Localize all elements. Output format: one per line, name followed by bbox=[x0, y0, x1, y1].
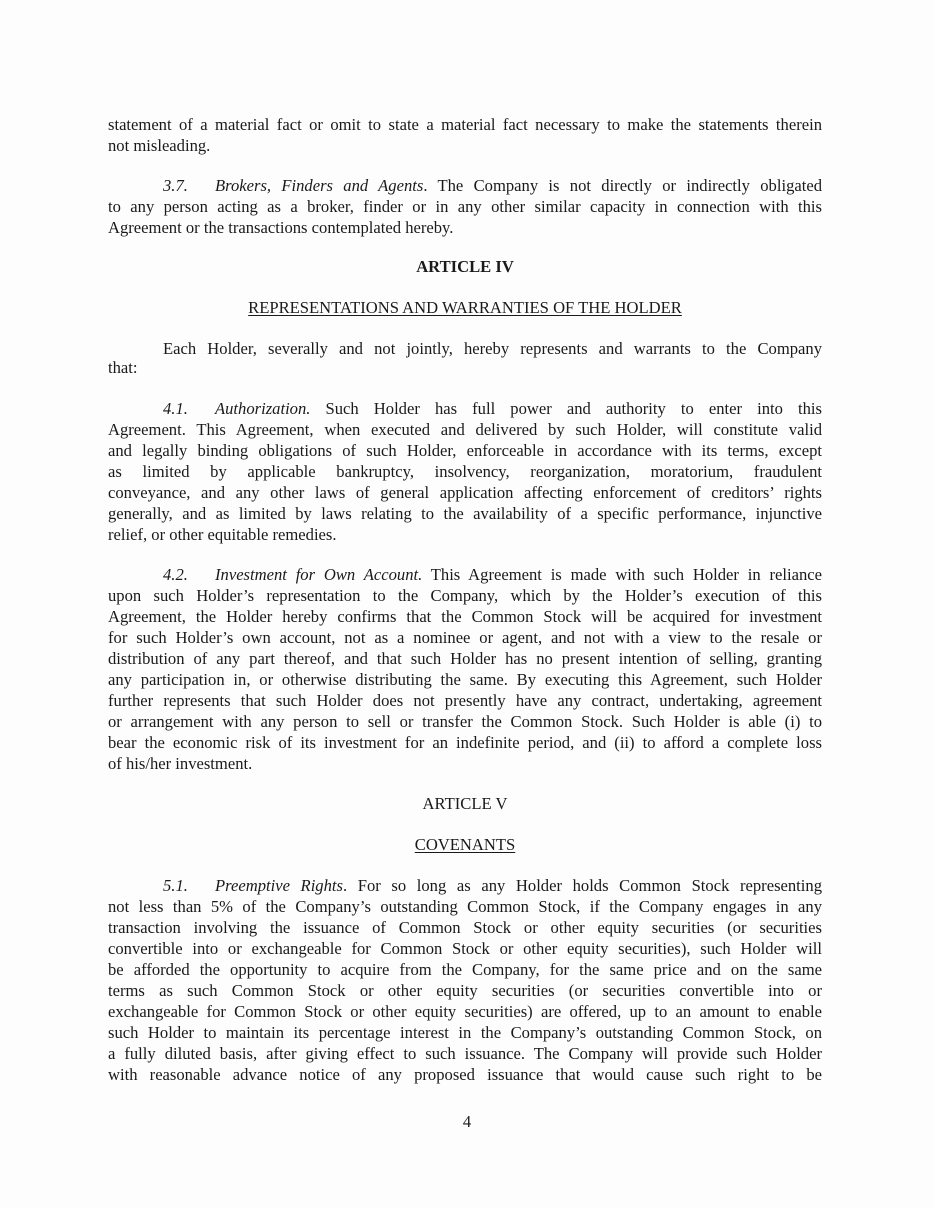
paragraph-line: Agreement, the Holder hereby confirms that the Common Stock will be acquired for investment bbox=[108, 607, 822, 626]
section-caption: Investment for Own Account. bbox=[215, 565, 423, 584]
section-4-1-first-line: 4.1. Authorization. Such Holder has full power and authority to enter into this bbox=[163, 399, 822, 418]
paragraph-line: or arrangement with any person to sell or transfer the Common Stock. Such Holder is able (i) to bbox=[108, 712, 822, 731]
paragraph-line: bear the economic risk of its investment for an indefinite period, and (ii) to afford a complete loss bbox=[108, 733, 822, 752]
section-3-7-first-line: 3.7. Brokers, Finders and Agents. The Company is not directly or indirectly obligated bbox=[163, 176, 822, 195]
article-heading: ARTICLE V bbox=[422, 794, 508, 813]
section-caption: Brokers, Finders and Agents bbox=[215, 176, 424, 195]
paragraph-line: conveyance, and any other laws of general application affecting enforcement of creditors’ rights bbox=[108, 483, 822, 502]
section-number: 4.1. bbox=[163, 399, 188, 418]
paragraph-line: be afforded the opportunity to acquire from the Company, for the same price and on the same bbox=[108, 960, 822, 979]
section-number: 4.2. bbox=[163, 565, 188, 584]
paragraph-line: with reasonable advance notice of any proposed issuance that would cause such right to be bbox=[108, 1065, 822, 1084]
section-5-1-first-line: 5.1. Preemptive Rights. For so long as any Holder holds Common Stock representing bbox=[163, 876, 822, 895]
paragraph-line: convertible into or exchangeable for Common Stock or other equity securities), such Holder will bbox=[108, 939, 822, 958]
paragraph-line: for such Holder’s own account, not as a nominee or agent, and not with a view to the resale or bbox=[108, 628, 822, 647]
paragraph-line: to any person acting as a broker, finder or in any other similar capacity in connection with this bbox=[108, 197, 822, 216]
section-caption: Authorization. bbox=[215, 399, 311, 418]
article-heading: ARTICLE IV bbox=[416, 257, 514, 276]
article-subheading: REPRESENTATIONS AND WARRANTIES OF THE HOLDER bbox=[248, 298, 682, 317]
paragraph-line: of his/her investment. bbox=[108, 754, 253, 773]
paragraph-line: distribution of any part thereof, and that such Holder has no present intention of selling, granting bbox=[108, 649, 822, 668]
paragraph-line: upon such Holder’s representation to the Company, which by the Holder’s execution of this bbox=[108, 586, 822, 605]
article-intro-line: Each Holder, severally and not jointly, hereby represents and warrants to the Company bbox=[163, 339, 822, 358]
paragraph-line: exchangeable for Common Stock or other equity securities) are offered, up to an amount to enable bbox=[108, 1002, 822, 1021]
article-subheading: COVENANTS bbox=[414, 835, 516, 854]
paragraph-line: Agreement. This Agreement, when executed and delivered by such Holder, will constitute valid bbox=[108, 420, 822, 439]
article-intro-line: that: bbox=[108, 358, 138, 377]
section-number: 3.7. bbox=[163, 176, 188, 195]
paragraph-line: terms as such Common Stock or other equity securities (or securities convertible into or bbox=[108, 981, 822, 1000]
paragraph-line: a fully diluted basis, after giving effect to such issuance. The Company will provide such Holder bbox=[108, 1044, 822, 1063]
paragraph-line: transaction involving the issuance of Common Stock or other equity securities (or securities bbox=[108, 918, 822, 937]
paragraph-line: and legally binding obligations of such Holder, enforceable in accordance with its terms, except bbox=[108, 441, 822, 460]
paragraph-line: such Holder to maintain its percentage interest in the Company’s outstanding Common Stock, on bbox=[108, 1023, 822, 1042]
paragraph-line: not less than 5% of the Company’s outstanding Common Stock, if the Company engages in any bbox=[108, 897, 822, 916]
section-number: 5.1. bbox=[163, 876, 188, 895]
paragraph-line: as limited by applicable bankruptcy, insolvency, reorganization, moratorium, fraudulent bbox=[108, 462, 822, 481]
paragraph-line: statement of a material fact or omit to state a material fact necessary to make the statements therein bbox=[108, 115, 822, 134]
paragraph-line: not misleading. bbox=[108, 136, 211, 155]
paragraph-line: relief, or other equitable remedies. bbox=[108, 525, 337, 544]
section-4-2-first-line: 4.2. Investment for Own Account. This Agreement is made with such Holder in reliance bbox=[163, 565, 822, 584]
paragraph-line: any participation in, or otherwise distributing the same. By executing this Agreement, such Holder bbox=[108, 670, 822, 689]
paragraph-line: generally, and as limited by laws relating to the availability of a specific performance, injunctive bbox=[108, 504, 822, 523]
page-number: 4 bbox=[462, 1112, 472, 1131]
section-caption: Preemptive Rights bbox=[215, 876, 343, 895]
paragraph-line: further represents that such Holder does not presently have any contract, undertaking, agreement bbox=[108, 691, 822, 710]
paragraph-line: Agreement or the transactions contemplated hereby. bbox=[108, 218, 454, 237]
